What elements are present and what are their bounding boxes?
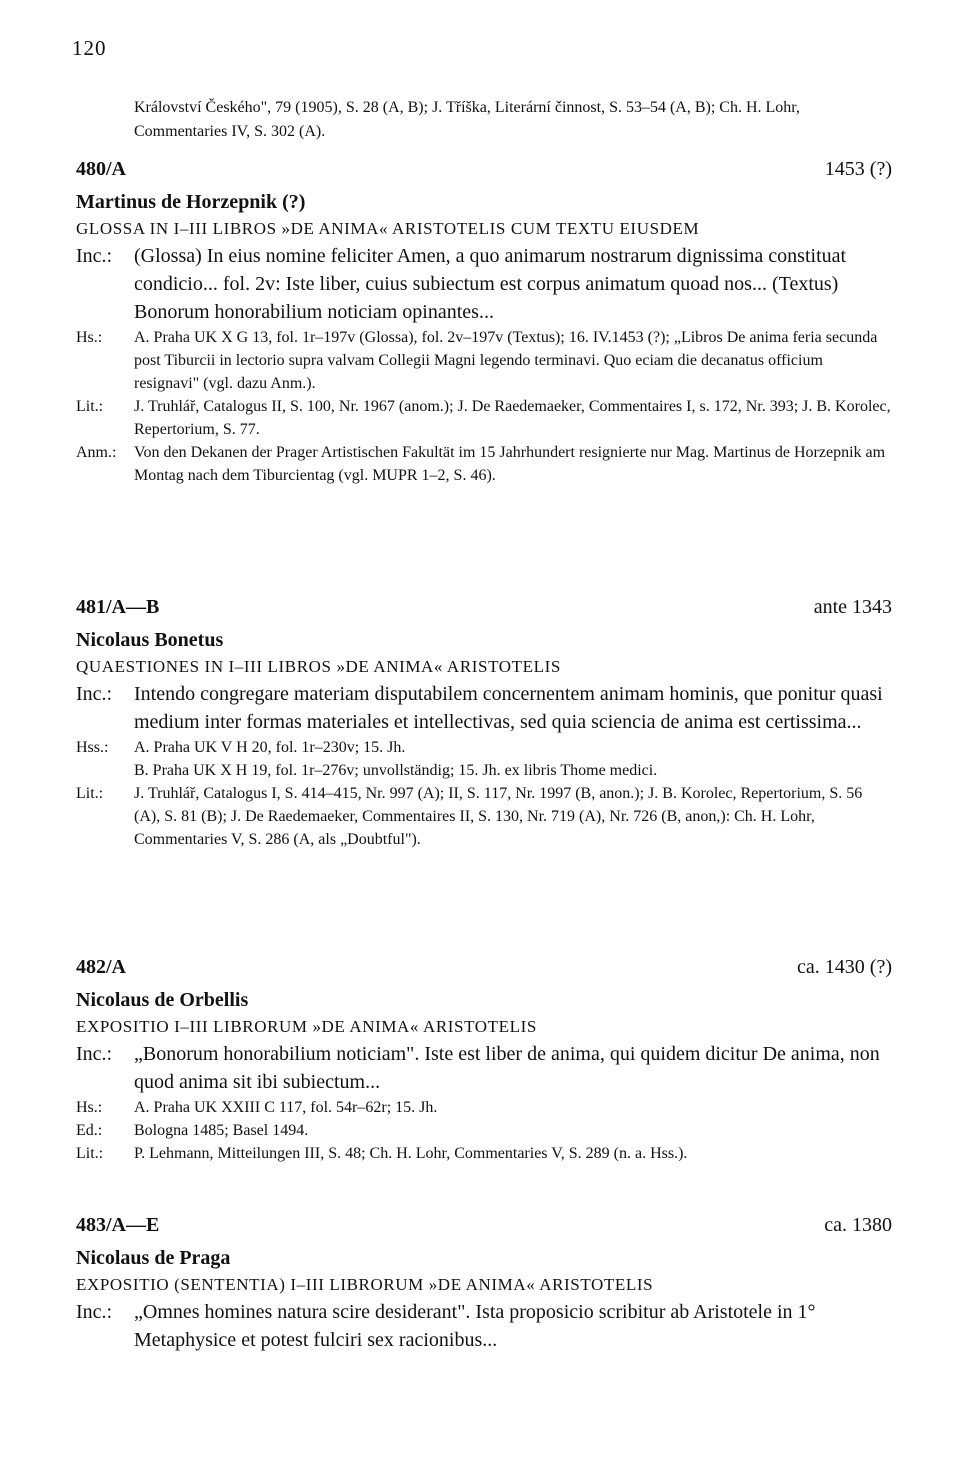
literature-label: Lit.: (76, 1145, 104, 1162)
incipit-line (76, 1298, 892, 1354)
edition-text: Bologna 1485; Basel 1494. (134, 1122, 309, 1139)
manuscript-text: A. Praha UK XXIII C 117, fol. 54r–62r; 15. Jh. (134, 1099, 438, 1116)
manuscript-label: Hss.: (76, 739, 109, 756)
incipit-text: „Bonorum honorabilium noticiam". Iste est liber de anima, qui quidem dicitur De anima, non quod anima sit ibi subiectum... (134, 1043, 880, 1093)
manuscript-line-b (76, 759, 892, 782)
incipit-line (76, 242, 892, 326)
manuscript-line (76, 1096, 892, 1119)
catalog-entry-483 (76, 1214, 892, 1354)
literature-text: P. Lehmann, Mitteilungen III, S. 48; Ch. H. Lohr, Commentaries V, S. 289 (n. a. Hss.). (134, 1145, 688, 1162)
literature-text: J. Truhlář, Catalogus I, S. 414–415, Nr. 997 (A); II, S. 117, Nr. 1997 (B, anon.); J. B. Korolec, Repertorium, S. 56 (A), S. 81 (B); J. De Raedemaeker, Commentaires II, S. 130, Nr. 719 (A), Nr. 726 (B, anon,): Ch. H. Lohr, Commentaries V, S. 286 (A, als „Doubtful"). (134, 785, 863, 848)
entry-number: 481/A—B (76, 596, 160, 618)
incipit-text: (Glossa) In eius nomine feliciter Amen, a quo animarum nostrarum dignissima constituat condicio... fol. 2v: Iste liber, cuius subiectum est corpus animatum quoad nos... (Textus) Bonorum honorabilium noticiam opinantes... (134, 245, 847, 323)
manuscript-a-text: A. Praha UK V H 20, fol. 1r–230v; 15. Jh. (134, 739, 406, 756)
literature-label: Lit.: (76, 398, 104, 415)
entry-date: ca. 1380 (824, 1214, 892, 1236)
catalog-entry-480 (76, 158, 892, 487)
page-number: 120 (72, 36, 107, 60)
manuscript-label: Hs.: (76, 1099, 103, 1116)
incipit-label: Inc.: (76, 1043, 113, 1065)
entry-author: Nicolaus de Orbellis (76, 989, 249, 1011)
entry-header (76, 1214, 892, 1244)
entry-header (76, 596, 892, 626)
entry-author: Nicolaus Bonetus (76, 629, 224, 651)
entry-number: 483/A—E (76, 1214, 160, 1236)
catalog-entry-481 (76, 596, 892, 851)
literature-text: J. Truhlář, Catalogus II, S. 100, Nr. 1967 (anom.); J. De Raedemaeker, Commentaires I, s. 172, Nr. 393; J. B. Korolec, Repertorium, S. 77. (134, 398, 891, 438)
entry-title: EXPOSITIO I–III LIBRORUM »DE ANIMA« ARISTOTELIS (76, 1017, 537, 1036)
manuscript-line (76, 326, 892, 395)
manuscript-label: Hs.: (76, 329, 103, 346)
incipit-line (76, 1040, 892, 1096)
edition-line (76, 1119, 892, 1142)
annotation-text: Von den Dekanen der Prager Artistischen Fakultät im 15 Jahrhundert resignierte nur Mag. Martinus de Horzepnik am Montag nach dem Tiburcientag (vgl. MUPR 1–2, S. 46). (134, 444, 886, 484)
incipit-label: Inc.: (76, 683, 113, 705)
literature-line (76, 782, 892, 851)
entry-header (76, 158, 892, 188)
entry-date: ante 1343 (813, 596, 892, 618)
manuscript-b-text: B. Praha UK X H 19, fol. 1r–276v; unvollständig; 15. Jh. ex libris Thome medici. (134, 762, 658, 779)
annotation-line (76, 441, 892, 487)
continuation-text: Království Českého", 79 (1905), S. 28 (A, B); J. Tříška, Literární činnost, S. 53–54 (A, B); Ch. H. Lohr, Commentaries IV, S. 302 (A). (134, 99, 800, 140)
incipit-line (76, 680, 892, 736)
literature-line (76, 395, 892, 441)
entry-author: Nicolaus de Praga (76, 1247, 231, 1269)
entry-title: QUAESTIONES IN I–III LIBROS »DE ANIMA« ARISTOTELIS (76, 657, 561, 676)
catalog-entry-482 (76, 956, 892, 1165)
literature-line (76, 1142, 892, 1165)
incipit-label: Inc.: (76, 1301, 113, 1323)
entry-number: 480/A (76, 158, 126, 180)
manuscript-text: A. Praha UK X G 13, fol. 1r–197v (Glossa), fol. 2v–197v (Textus); 16. IV.1453 (?); „Libros De anima feria secunda post Tiburcii in lectorio supra valvam Collegii Magni legendo terminavi. Quo eciam die decanatus officium resignavi" (vgl. dazu Anm.). (134, 329, 878, 392)
incipit-label: Inc.: (76, 245, 113, 267)
annotation-label: Anm.: (76, 444, 117, 461)
entry-author: Martinus de Horzepnik (?) (76, 191, 306, 213)
entry-date: ca. 1430 (?) (797, 956, 892, 978)
entry-date: 1453 (?) (824, 158, 892, 180)
entry-header (76, 956, 892, 986)
incipit-text: „Omnes homines natura scire desiderant". Ista proposicio scribitur ab Aristotele in 1° Metaphysice et potest fulciri sex racionibus... (134, 1301, 816, 1351)
edition-label: Ed.: (76, 1122, 103, 1139)
entry-title: EXPOSITIO (SENTENTIA) I–III LIBRORUM »DE ANIMA« ARISTOTELIS (76, 1275, 654, 1294)
entry-title: GLOSSA IN I–III LIBROS »DE ANIMA« ARISTOTELIS CUM TEXTU EIUSDEM (76, 219, 700, 238)
manuscript-line (76, 736, 892, 759)
incipit-text: Intendo congregare materiam disputabilem concernentem animam hominis, que ponitur quasi medium inter formas materiales et intellectivas, sed quia sciencia de anima est certissima... (134, 683, 883, 733)
entry-number: 482/A (76, 956, 126, 978)
literature-label: Lit.: (76, 785, 104, 802)
